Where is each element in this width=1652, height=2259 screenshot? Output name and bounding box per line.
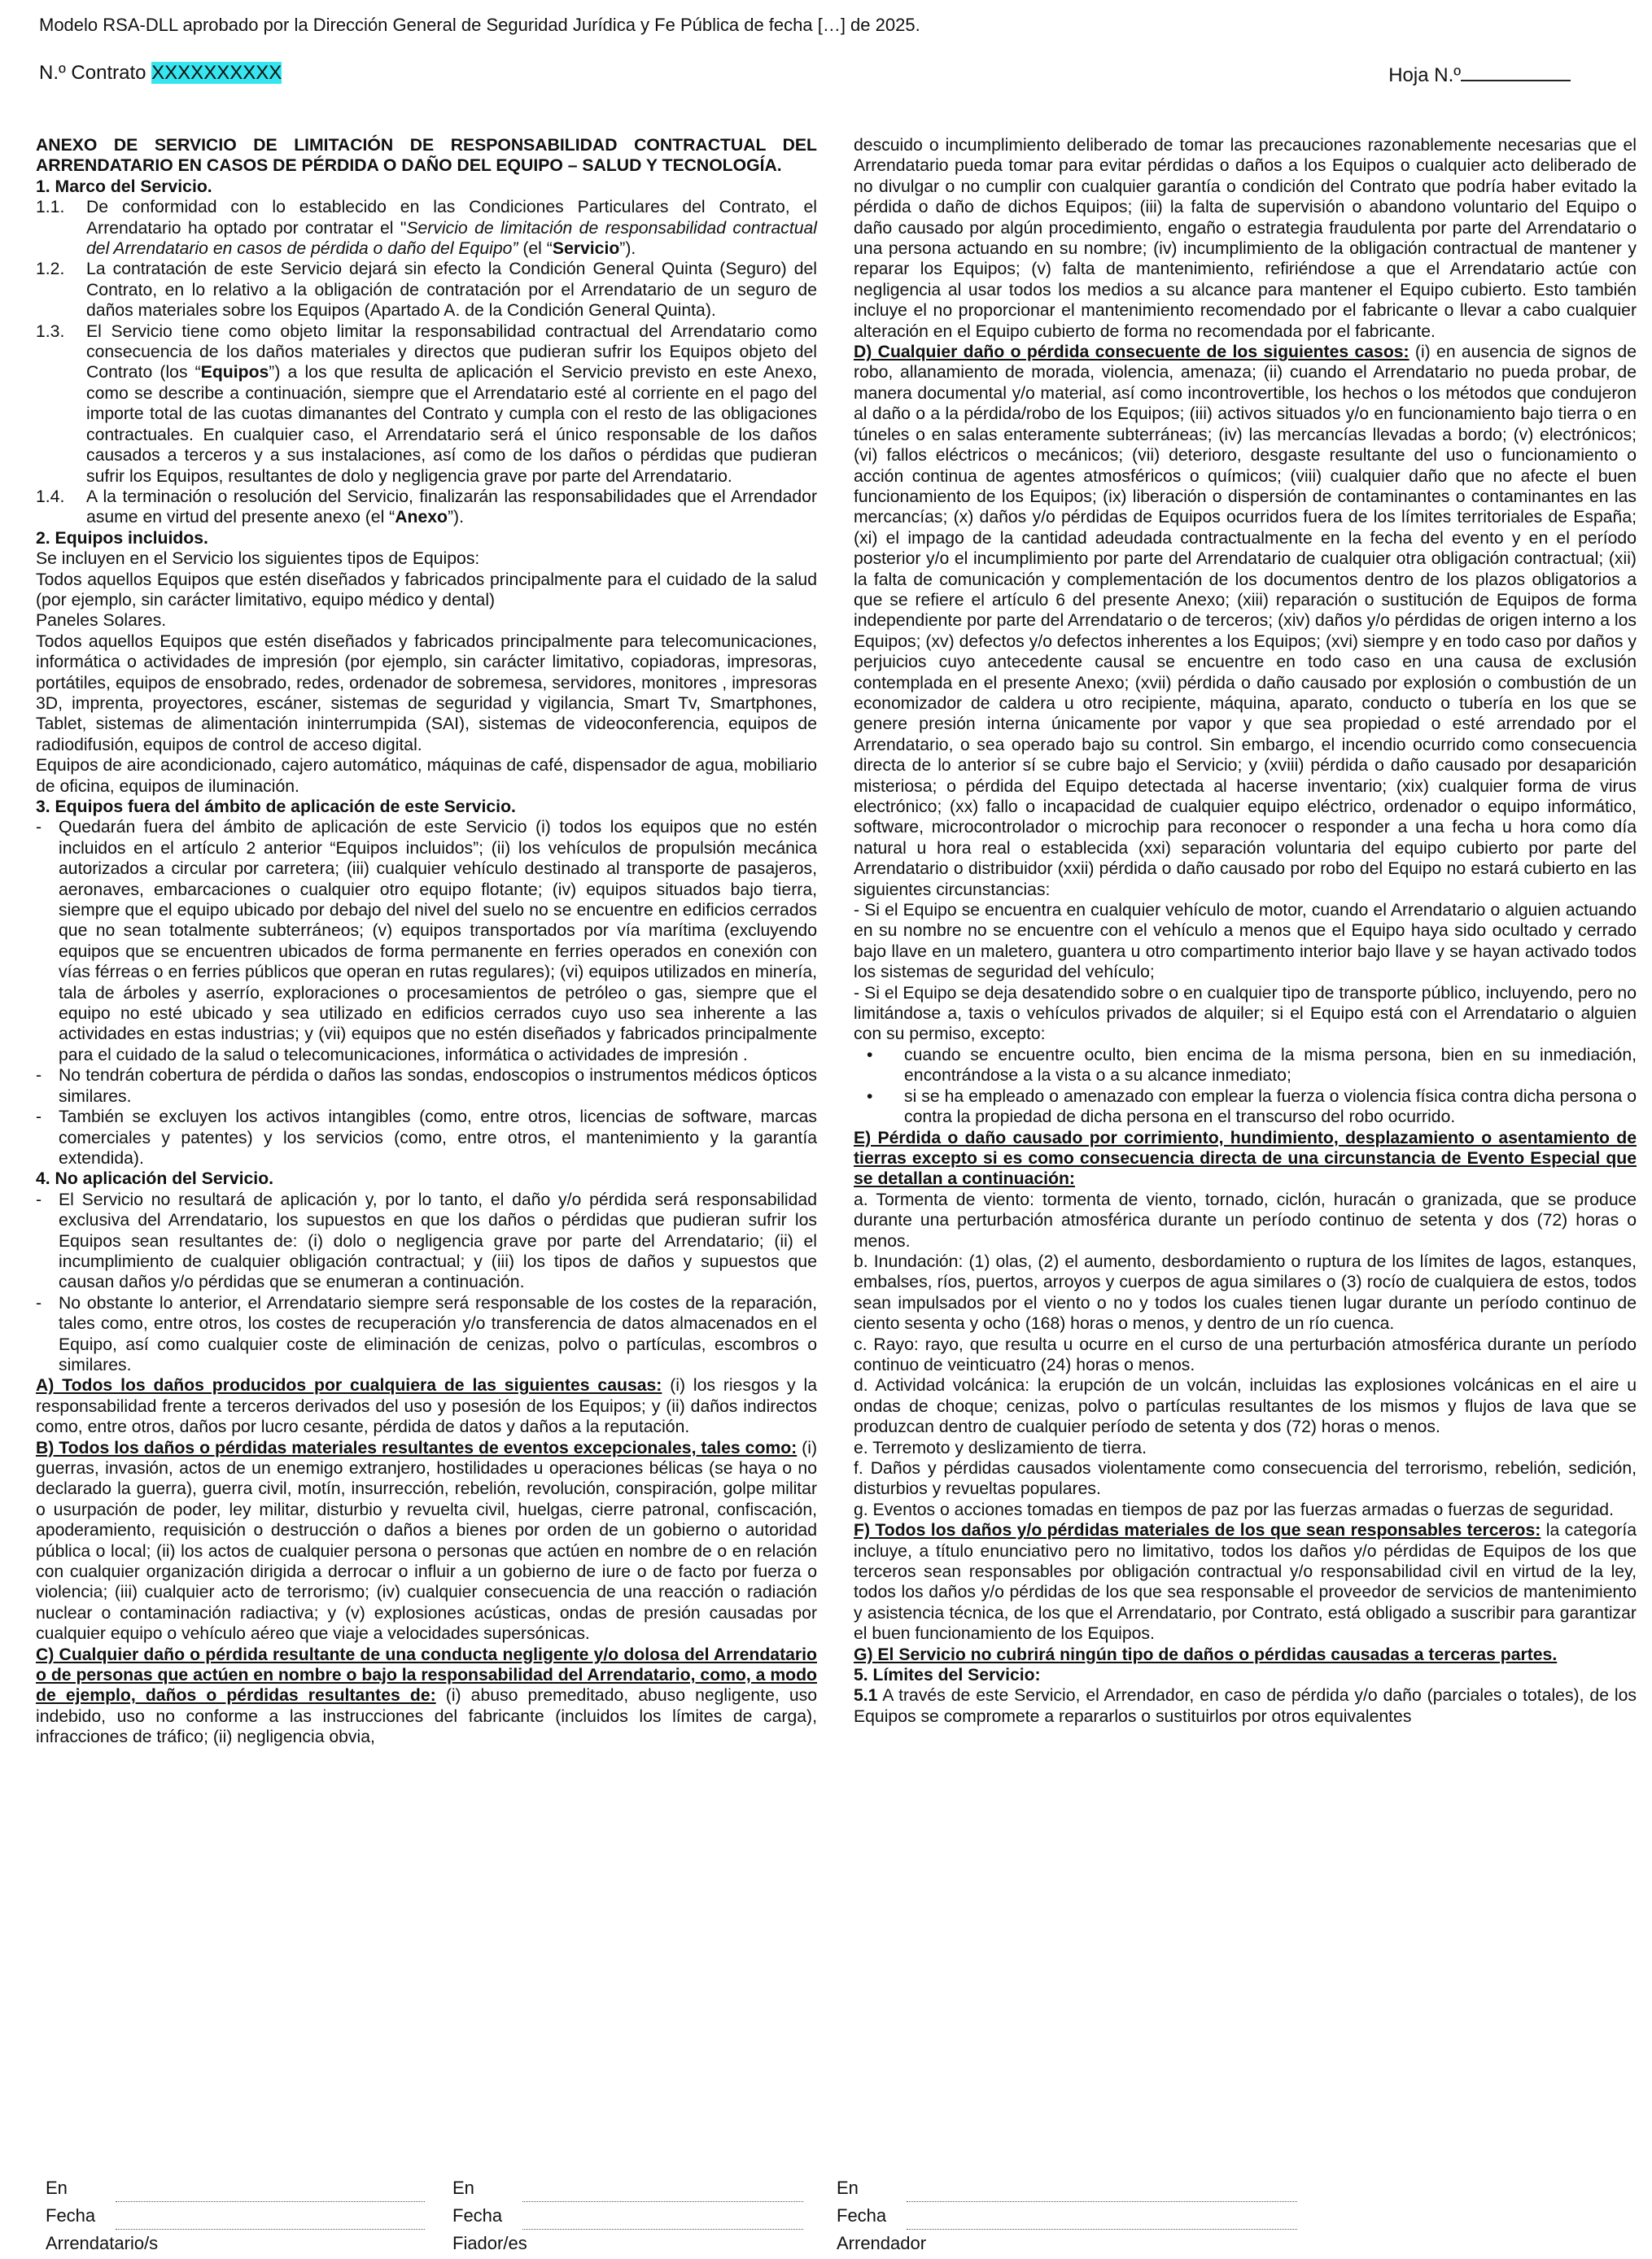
clause-number: 1.2. (36, 260, 65, 279)
section-5-heading: 5. Límites del Servicio: (854, 1666, 1041, 1685)
signer-label: Arrendatario/s (46, 2233, 159, 2253)
paragraph: b. Inundación: (1) olas, (2) el aumento, desbordamiento o ruptura de los límites de lagos, estanques, embalses, ríos, puertos, arroyos y cuerpos de agua similares o (3) rocío de cualquiera de estos, todos sean impulsados por el viento o no y todos los cuales tienen lugar durante un período continuo de ciento sesenta y ocho (168) horas o menos, y dentro de un río cuenca. (854, 1252, 1637, 1334)
bullet-icon: • (867, 1086, 873, 1106)
place-input-line[interactable] (116, 2185, 425, 2202)
exclusion-a: A) Todos los daños producidos por cualquiera de las siguientes causas: (i) los riesgos y la responsabilidad frente a terceros derivados del uso y posesión de los Equipos; y (ii) daños indirectos como, entre otros, daños por lucro cesante, pérdida de datos y daños a la reputación. (36, 1376, 817, 1437)
place-input-line[interactable] (907, 2185, 1297, 2202)
dash-item: - No tendrán cobertura de pérdida o daños las sondas, endoscopios o instrumentos médicos ópticos similares. (36, 1066, 817, 1106)
right-column (854, 135, 1637, 1727)
paragraph: g. Eventos o acciones tomadas en tiempos de paz por las fuerzas armadas o fuerzas de seguridad. (854, 1500, 1614, 1519)
paragraph: d. Actividad volcánica: la erupción de un volcán, incluidas las explosiones volcánicas en el aire u ondas de choque; cenizas, polvo o partículas resultantes de los mismos y flujos de lava que se produzcan dentro de cualquier período de setenta y dos (72) horas o menos. (854, 1376, 1637, 1437)
exclusion-g: G) El Servicio no cubrirá ningún tipo de daños o pérdidas causadas a terceras partes. (854, 1645, 1558, 1664)
paragraph: - Si el Equipo se encuentra en cualquier vehículo de motor, cuando el Arrendatario o alguien actuando en su nombre no se encuentre con el vehículo a menos que el Equipo haya sido ocultado y cerrado bajo llave en un maletero, guantera u otro compartimento interior bajo llave y se hayan activado todos los sistemas de seguridad del vehículo; (854, 901, 1637, 982)
paragraph: Todos aquellos Equipos que estén diseñados y fabricados principalmente para telecomunicaciones, informática o actividades de impresión (por ejemplo, sin carácter limitativo, copiadoras, impresoras, portátiles, equipos de ensobrado, redes, ordenador de sobremesa, servidores, monitores , impresoras 3D, imprenta, proyectores, escáner, sistemas de seguridad y vigilancia, Smart Tv, Smartphones, Tablet, sistemas de alimentación ininterrumpida (SAI), sistemas de videoconferencia, equipos de radiodifusión, equipos de control de acceso digital. (36, 631, 817, 754)
dash-item: - Quedarán fuera del ámbito de aplicación de este Servicio (i) todos los equipos que no estén incluidos en el artículo 2 anterior “Equipos incluidos”; (ii) los vehículos de propulsión mecánica autorizados a circular por carretera; (iii) cualquier vehículo destinado al transporte de pasajeros, aeronaves, embarcaciones o cualquier otro equipo flotante; (iv) equipos situados bajo tierra, siempre que el equipo ubicado por debajo del nivel del suelo no se encuentre en edificios cerrados que no sean totalmente subterráneos; (v) equipos transportados por vía marítima (excluyendo equipos que se encuentren ubicados de forma permanente en ferries operados en conexión con vías férreas o en ferries públicos que operan en rutas regulares); (vi) equipos utilizados en minería, tala de árboles y aserrío, exploraciones o procesamientos de petróleo o gas, siempre que el equipo no esté ubicado y sea utilizado en edificios cerrados cuyo uso sea inherente a las actividades en estas industrias; y (vii) equipos que no estén diseñados y fabricados principalmente para el cuidado de la salud o telecomunicaciones, informática o actividades de impresión . (36, 818, 817, 1064)
contract-number-line (39, 62, 282, 85)
exclusion-c: C) Cualquier daño o pérdida resultante de una conducta negligente y/o dolosa del Arrendatario o de personas que actúen en nombre o bajo la responsabilidad del Arrendatario, como, a modo de ejemplo, daños o pérdidas resultantes de: (i) abuso premeditado, abuso negligente, uso indebido, uso no conforme a las instrucciones del fabricante (incluidos los límites de carga), infracciones de tráfico; (ii) negligencia obvia, (36, 1645, 817, 1747)
clause-1-1 (36, 197, 817, 259)
left-column (36, 135, 817, 1748)
signature-block-fiador: En Fecha Fiador/es (452, 2174, 803, 2257)
sheet-number-blank (1461, 62, 1571, 81)
paragraph: Todos aquellos Equipos que estén diseñados y fabricados principalmente para el cuidado de la salud (por ejemplo, sin carácter limitativo, equipo médico y dental) (36, 570, 817, 610)
exclusion-f: F) Todos los daños y/o pérdidas materiales de los que sean responsables terceros: la categoría incluye, a título enunciativo pero no limitativo, todos los daños y/o pérdidas de Equipos de los que terceros sean responsables por obligación contractual y/o responsabilidad civil en virtud de la ley, todos los daños y/o pérdidas de los que sea responsable el proveedor de servicios de mantenimiento y asistencia técnica, de los que el Arrendatario, por Contrato, está obligado a suscribir para garantizar el buen funcionamiento de los Equipos. (854, 1521, 1637, 1644)
exclusion-b: B) Todos los daños o pérdidas materiales resultantes de eventos excepcionales, tales como: (i) guerras, invasión, actos de un enemigo extranjero, hostilidades u operaciones bélicas (se haya o no declarado la guerra), guerra civil, motín, insurrección, rebelión, revolución, conspiración, golpe militar o usurpación de poder, ley militar, disturbio y revuelta civil, huelgas, cierre patronal, confiscación, apoderamiento, requisición o destrucción o daños a bienes por orden de un gobierno o autoridad pública o local; (ii) los actos de cualquier persona o personas que actúen en nombre de o en relación con cualquier organización dirigida a derrocar o influir a un gobierno de iure o de facto por fuerza o violencia; (iii) cualquier acto de terrorismo; (iv) cualquier consecuencia de una reacción o radiación nuclear o contaminación radiactiva; y (v) explosiones acústicas, ondas de presión causadas por cualquier equipo o vehículo aéreo que viaje a velocidades supersónicas. (36, 1438, 817, 1644)
clause-5-1: 5.1 A través de este Servicio, el Arrendador, en caso de pérdida y/o daño (parciales o totales), de los Equipos se compromete a repararlos o sustituirlos por otros equivalentes (854, 1686, 1637, 1726)
clause-number: 1.4. (36, 487, 65, 506)
clause-text: La contratación de este Servicio dejará sin efecto la Condición General Quinta (Seguro) del Contrato, en lo relativo a la obligación de contratación por el Arrendatario de un seguro de daños materiales sobre los Equipos (Apartado A. de la Condición General Quinta). (86, 260, 817, 321)
clause-1-4 (36, 487, 817, 528)
model-approval-line: Modelo RSA-DLL aprobado por la Dirección General de Seguridad Jurídica y Fe Pública de fecha […] de 2025. (39, 15, 920, 35)
signer-label: Arrendador (837, 2233, 927, 2253)
sheet-number-field (1388, 62, 1571, 87)
section-4-heading: 4. No aplicación del Servicio. (36, 1169, 274, 1189)
section-1-heading: 1. Marco del Servicio. (36, 177, 212, 196)
paragraph: Equipos de aire acondicionado, cajero automático, máquinas de café, dispensador de agua, mobiliario de oficina, equipos de iluminación. (36, 756, 817, 796)
dash-item: - El Servicio no resultará de aplicación y, por lo tanto, el daño y/o pérdida será responsabilidad exclusiva del Arrendatario, los supuestos en que los daños o pérdidas que pudieran sufrir los Equipos sean resultantes de: (i) dolo o negligencia grave por parte del Arrendatario; (ii) el incumplimiento de cualquier obligación contractual; y (iii) los tipos de daños y supuestos que causan daños y/o pérdidas que se enumeran a continuación. (36, 1190, 817, 1292)
paragraph: a. Tormenta de viento: tormenta de viento, tornado, ciclón, huracán o granizada, que se produce durante una perturbación atmosférica durante un período continuo de setenta y dos (72) horas o menos. (854, 1190, 1637, 1251)
section-3-heading: 3. Equipos fuera del ámbito de aplicación de este Servicio. (36, 797, 516, 816)
date-input-line[interactable] (116, 2213, 425, 2230)
bullet-item: • si se ha empleado o amenazado con emplear la fuerza o violencia física contra dicha persona o contra la propiedad de dicha persona en el transcurso del robo ocurrido. (854, 1086, 1637, 1128)
date-input-line[interactable] (907, 2213, 1297, 2230)
annex-title: ANEXO DE SERVICIO DE LIMITACIÓN DE RESPONSABILIDAD CONTRACTUAL DEL ARRENDATARIO EN CASOS DE PÉRDIDA O DAÑO DEL EQUIPO – SALUD Y TECNOLOGÍA. (36, 136, 817, 176)
contract-label: N.º Contrato (39, 62, 152, 84)
clause-1-2 (36, 259, 817, 321)
place-input-line[interactable] (522, 2185, 803, 2202)
contract-number: XXXXXXXXXX (151, 62, 282, 84)
exclusion-d: D) Cualquier daño o pérdida consecuente de los siguientes casos: (i) en ausencia de signos de robo, allanamiento de morada, violencia, amenaza; (ii) cuando el Arrendatario no pueda probar, de manera documental y/o material, así como incontrovertible, los hechos o los métodos que condujeron al daño o a la pérdida/robo de los Equipos; (iii) activos situados y/o en funcionamiento bajo tierra o en túneles o en salas enteramente subterráneas; (iv) las mercancías llevadas a bordo; (v) electrónicos; (vi) fallos eléctricos o mecánicos; (vii) deterioro, desgaste resultante del uso o funcionamiento o acción continua de agentes atmosféricos o químicos; (viii) cualquier daño que no afecte el buen funcionamiento de los Equipos; (ix) liberación o dispersión de contaminantes o contaminantes en las mercancías; (x) daños y/o pérdidas de Equipos ocurridos fuera de los límites territoriales de España; (xi) el impago de la cantidad adeudada contractualmente en la fecha del evento y en el período posterior y/o el incumplimiento por parte del Arrendatario de cualquier otra obligación contractual; (xii) la falta de comunicación y complementación de los documentos dentro de los plazos obligatorios a que se refiere el artículo 6 del presente Anexo; (xiii) reparación o sustitución de Equipos de forma independiente por parte del Arrendatario o de terceros; (xiv) daños y/o pérdidas de origen interno a los Equipos; (xv) defectos y/o defectos inherentes a los Equipos; (xvi) siempre y en todo caso por daños y perjuicios cuyo antecedente causal se encuentre en todo caso en una causa de exclusión contemplada en el presente Anexo; (xvii) pérdida o daño causado por explosión o combustión de un economizador de caldera u otro recipiente, máquina, aparato, conducto o tubería en los que se genere presión interna únicamente por vapor y que sea propiedad o esté arrendado por el Arrendatario, o sea operado bajo su control. Sin embargo, el incendio ocurrido como consecuencia directa de lo anterior sí se cubre bajo el Servicio; y (xviii) pérdida o daño causado por desaparición misteriosa; o pérdida del Equipo detectada al hacerse inventario; (xix) cualquier forma de virus electrónico; (xx) fallo o incapacidad de cualquier equipo eléctrico, ordenador o equipo informático, software, microcontrolador o microchip para reconocer o responder a una fecha u hora como día natural u hora real o establecida (xxi) separación voluntaria del equipo cubierto por parte del Arrendatario o distribuidor (xxii) pérdida o daño causado por robo del Equipo no estará cubierto en las siguientes circunstancias: (854, 343, 1637, 899)
section-2-heading: 2. Equipos incluidos. (36, 528, 208, 548)
bullet-icon: • (867, 1045, 873, 1064)
signature-block-arrendatario: En Fecha Arrendatario/s (46, 2174, 425, 2257)
exclusion-e-heading: E) Pérdida o daño causado por corrimiento, hundimiento, desplazamiento o asentamiento de tierras excepto si es como consecuencia directa de una circunstancia de Evento Especial que se detallan a continuación: (854, 1128, 1637, 1189)
sheet-number-label: Hoja N.º (1388, 64, 1461, 86)
bullet-item: • cuando se encuentre oculto, bien encima de la misma persona, bien en su inmediación, encontrándose a la vista o a su alcance inmediato; (854, 1045, 1637, 1086)
paragraph: Se incluyen en el Servicio los siguientes tipos de Equipos: (36, 549, 480, 569)
date-input-line[interactable] (522, 2213, 803, 2230)
paragraph: c. Rayo: rayo, que resulta u ocurre en el curso de una perturbación atmosférica durante un período continuo de veinticuatro (24) horas o menos. (854, 1335, 1637, 1374)
paragraph: - Si el Equipo se deja desatendido sobre o en cualquier tipo de transporte público, incluyendo, pero no limitándose a, taxis o vehículos privados de alquiler; si el Equipo está con el Arrendatario o alguien con su permiso, excepto: (854, 983, 1637, 1044)
paragraph: f. Daños y pérdidas causados violentamente como consecuencia del terrorismo, rebelión, sedición, disturbios y revueltas populares. (854, 1459, 1637, 1499)
signature-block-arrendador: En Fecha Arrendador (837, 2174, 1297, 2257)
dash-item: - No obstante lo anterior, el Arrendatario siempre será responsable de los costes de la reparación, tales como, entre otros, los costes de recuperación y/o transferencia de datos almacenados en el Equipo, así como cualquier coste de eliminación de cenizas, polvo o partículas, escombros o similares. (36, 1293, 817, 1374)
clause-number: 1.1. (36, 198, 65, 217)
clause-text: De conformidad con lo establecido en las Condiciones Particulares del Contrato, el Arrendatario ha optado por contratar el "Servicio de limitación de responsabilidad contractual del Arrendatario en casos de pérdida o daño del Equipo” (el “Servicio”). (86, 198, 817, 259)
paragraph: e. Terremoto y deslizamiento de tierra. (854, 1438, 1147, 1457)
clause-text: El Servicio tiene como objeto limitar la responsabilidad contractual del Arrendatario como consecuencia de los daños materiales y directos que pudieran sufrir los Equipos objeto del Contrato (los “Equipos”) a los que resulta de aplicación el Servicio previsto en este Anexo, como se describe a continuación, siempre que el Arrendatario esté al corriente en el pago del importe total de las cuotas dimanantes del Contrato y cumpla con el resto de las obligaciones contractuales. En cualquier caso, el Arrendatario será el único responsable de los daños causados a terceros y a sus instalaciones, así como de los daños o pérdidas que pudieran sufrir los Equipos, resultantes de dolo y negligencia grave por parte del Arrendatario. (86, 321, 817, 486)
dash-item: - También se excluyen los activos intangibles (como, entre otros, licencias de software, marcas comerciales y patentes) y los servicios (como, entre otros, el mantenimiento y la garantía extendida). (36, 1108, 817, 1168)
exclusion-c-continued: descuido o incumplimiento deliberado de tomar las precauciones razonablemente necesarias que el Arrendatario pueda tomar para evitar pérdidas o daños a los Equipos o cualquier acto deliberado de no divulgar o no cumplir con cualquier garantía o condición del Contrato que podría haber evitado la pérdida o daño de dichos Equipos; (iii) la falta de supervisión o abandono voluntario del Equipo o daño causado por algún procedimiento, engaño o estrategia fraudulenta por parte del Arrendatario o una persona actuando en su nombre; (iv) incumplimiento de la obligación contractual de mantener y reparar los Equipos; (v) falta de mantenimiento, refiriéndose a que el Arrendatario actúe con negligencia al usar todos los medios a su alcance para mantener el Equipo cubierto. Esto también incluye el no proporcionar el mantenimiento recomendado por el fabricante o llevar a cabo cualquier alteración en el Equipo cubierto de forma no recomendada por el fabricante. (854, 136, 1637, 341)
clause-number: 1.3. (36, 321, 65, 341)
clause-1-3 (36, 321, 817, 487)
signer-label: Fiador/es (452, 2233, 527, 2253)
paragraph: Paneles Solares. (36, 611, 167, 631)
clause-text: A la terminación o resolución del Servicio, finalizarán las responsabilidades que el Arrendador asume en virtud del presente anexo (el “Anexo”). (86, 487, 817, 527)
